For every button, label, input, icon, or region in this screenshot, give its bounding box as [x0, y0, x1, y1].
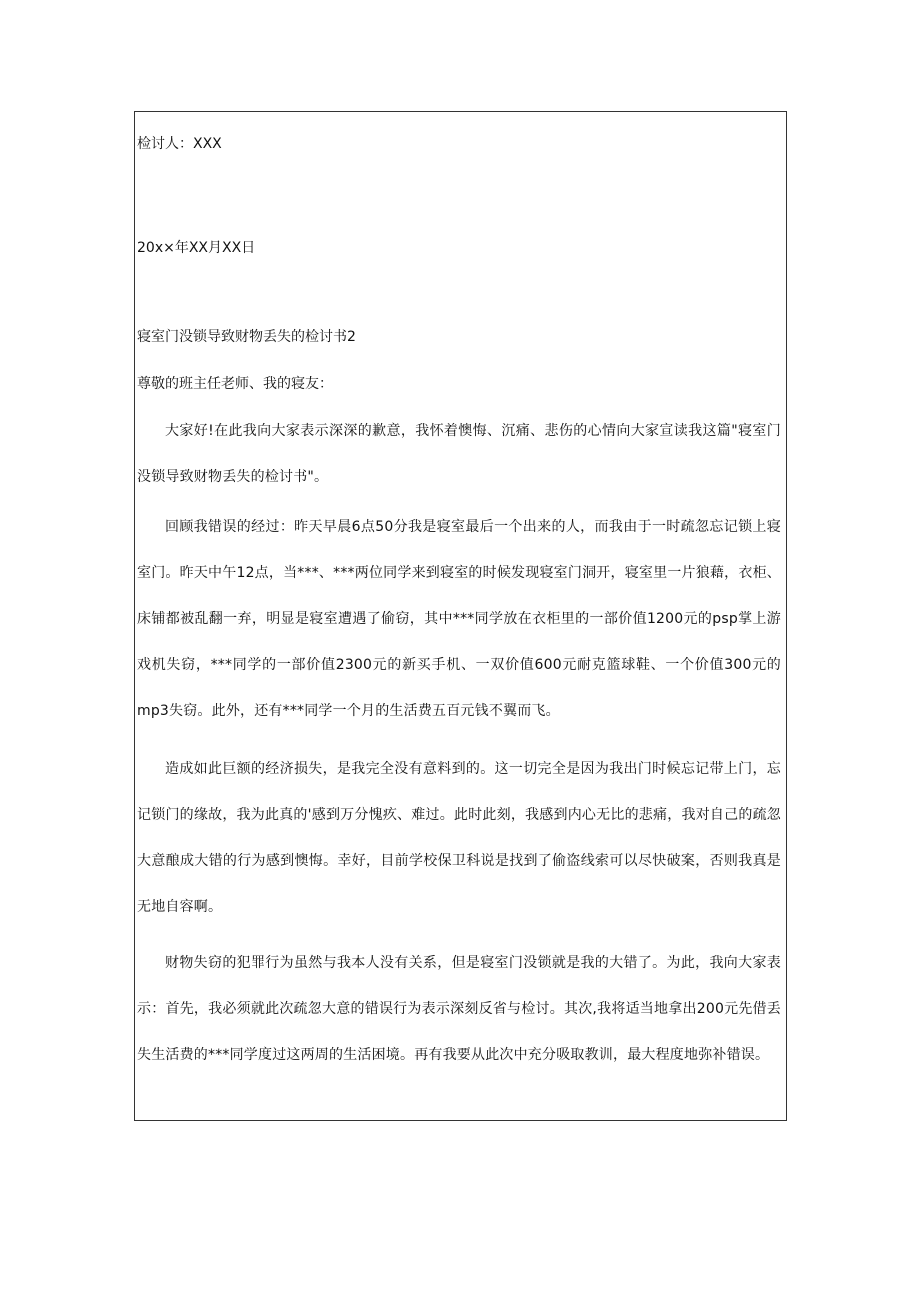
paragraph-apology: 大家好!在此我向大家表示深深的歉意，我怀着懊悔、沉痛、悲伤的心情向大家宣读我这篇"寝室门没锁导致财物丢失的检讨书"。 — [137, 423, 781, 485]
paragraph-commitment: 财物失窃的犯罪行为虽然与我本人没有关系，但是寝室门没锁就是我的大错了。为此，我向大家表示：首先，我必须就此次疏忽大意的错误行为表示深刻反省与检讨。其次,我将适当地拿出200元先借丢失生活费的***同学度过这两周的生活困境。再有我要从此次中充分吸取教训，最大程度地弥补错误。 — [137, 955, 781, 1063]
paragraph-incident: 回顾我错误的经过：昨天早晨6点50分我是寝室最后一个出来的人，而我由于一时疏忽忘记锁上寝室门。昨天中午12点，当***、***两位同学来到寝室的时候发现寝室门洞开，寝室里一片狼藉，衣柜、床铺都被乱翻一弃，明显是寝室遭遇了偷窃，其中***同学放在衣柜里的一部价值1200元的psp掌上游戏机失窃，***同学的一部价值2300元的新买手机、一双价值600元耐克篮球鞋、一个价值300元的mp3失窃。此外，还有***同学一个月的生活费五百元钱不翼而飞。 — [137, 519, 781, 719]
signer-line: 检讨人：XXX — [137, 136, 222, 152]
paragraph-reflection: 造成如此巨额的经济损失，是我完全没有意料到的。这一切完全是因为我出门时候忘记带上门，忘记锁门的缘故，我为此真的'感到万分愧疚、难过。此时此刻，我感到内心无比的悲痛，我对自己的疏忽大意酿成大错的行为感到懊悔。幸好，目前学校保卫科说是找到了偷盗线索可以尽快破案，否则我真是无地自容啊。 — [137, 761, 781, 915]
salutation: 尊敬的班主任老师、我的寝友： — [137, 376, 333, 392]
date-line: 20x×年XX月XX日 — [137, 240, 256, 256]
document-title: 寝室门没锁导致财物丢失的检讨书2 — [137, 329, 356, 345]
